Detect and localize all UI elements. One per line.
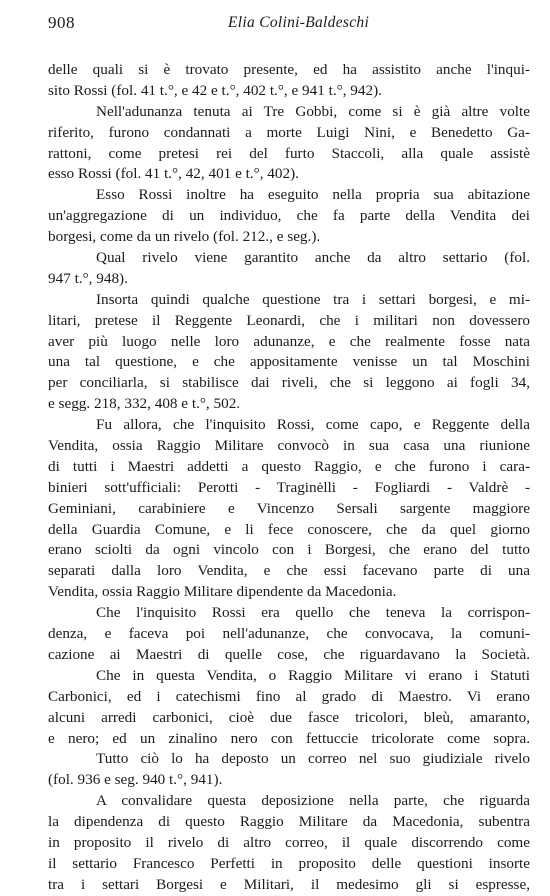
text-line: delle quali si è trovato presente, ed ha assistito anche l'inqui- <box>48 61 530 78</box>
text-line: della Guardia Comune, e li fece conoscere, che da quel giorno <box>48 520 530 538</box>
text-line: rattoni, come pretesi rei del furto Staccoli, alla quale assistè <box>48 144 530 162</box>
text-line: (fol. 936 e seg. 940 t.°, 941). <box>48 771 223 789</box>
text-line: cazione ai Maestri di quelle cose, che riguardavano la Società. <box>48 645 530 663</box>
running-head <box>48 13 530 35</box>
text-line: Nell'adunanza tenuta ai Tre Gobbi, come si è già altre volte <box>96 102 530 120</box>
text-line: tra i settari Borgesi e Militari, il medesimo gli si espresse, <box>48 875 530 893</box>
text-line: e nero; ed un zinalino nero con fettuccie tricolorate come sopra. <box>48 729 530 747</box>
text-line: Geminiani, carabiniere e Vincenzo Sersali sargente maggiore <box>48 499 530 517</box>
text-line: Che l'inquisito Rossi era quello che teneva la corrispon- <box>96 604 530 622</box>
text-line: binieri sott'ufficiali: Perotti - Traginėlli - Fogliardi - Valdrè - <box>48 478 530 496</box>
text-line: per conciliarla, si stabilisce dai riveli, che si leggono ai fogli 34, <box>48 374 530 392</box>
text-line: Tutto ciò lo ha deposto un correo nel suo giudiziale rivelo <box>96 750 530 768</box>
text-line: un'aggregazione di un individuo, che fa parte della Vendita dei <box>48 207 530 225</box>
text-line: denza, e faceva poi nell'adunanze, che convocava, la comuni- <box>48 625 530 643</box>
text-line: borgesi, come da un rivelo (fol. 212., e seg.). <box>48 228 321 246</box>
text-line: alcuni arredi carbonici, cioè due fasce tricolori, bleù, amaranto, <box>48 708 530 726</box>
text-line: in proposito il rivelo di altro correo, il quale discorrendo come <box>48 833 530 851</box>
text-line: Esso Rossi inoltre ha eseguito nella propria sua abitazione <box>96 186 530 204</box>
text-line: la dipendenza di questo Raggio Militare da Macedonia, subentra <box>48 813 530 831</box>
text-line: una tal questione, e che appositamente venisse un tal Moschini <box>48 353 530 371</box>
text-line: separati dalla loro Vendita, e che essi facevano parte di una <box>48 562 530 580</box>
text-line: 947 t.°, 948). <box>48 269 128 287</box>
text-line: esso Rossi (fol. 41 t.°, 42, 401 e t.°, 402). <box>48 165 299 183</box>
text-line: Qual rivelo viene garantito anche da altro settario (fol. <box>96 249 530 267</box>
text-line: litari, pretese il Reggente Leonardi, che i militari non dovessero <box>48 311 530 329</box>
body-text <box>48 60 530 896</box>
page-number: 908 <box>48 13 75 32</box>
text-line: A convalidare questa deposizione nella parte, che riguarda <box>96 792 530 810</box>
running-title: Elia Colini-Baldeschi <box>228 14 370 31</box>
text-line: Vendita, ossia Raggio Militare convocò in sua casa una riunione <box>48 437 530 455</box>
text-line: sito Rossi (fol. 41 t.°, e 42 e t.°, 402 t.°, e 941 t.°, 942). <box>48 81 382 99</box>
text-line: Insorta quindi qualche questione tra i settari borgesi, e mi- <box>96 290 530 308</box>
text-line: Vendita, ossia Raggio Militare dipendente da Macedonia. <box>48 583 397 601</box>
text-line: erano sciolti da ogni vincolo con i Borgesi, che erano del tutto <box>48 541 530 559</box>
text-line: il settario Francesco Perfetti in proposito delle questioni insorte <box>48 854 530 872</box>
text-line: aver più luogo nelle loro adunanze, e che realmente fosse nata <box>48 332 530 350</box>
text-line: Che in questa Vendita, o Raggio Militare vi erano i Statuti <box>96 666 530 684</box>
text-line: Carbonici, ed i catechismi fino al grado di Maestro. Vi erano <box>48 687 530 705</box>
text-line: riferito, furono condannati a morte Luigi Nini, e Benedetto Ga- <box>48 123 530 141</box>
text-line: Fu allora, che l'inquisito Rossi, come capo, e Reggente della <box>96 416 530 434</box>
text-line: e segg. 218, 332, 408 e t.°, 502. <box>48 395 241 413</box>
text-line: di tutti i Maestri addetti a questo Raggio, e che furono i cara- <box>48 457 530 475</box>
